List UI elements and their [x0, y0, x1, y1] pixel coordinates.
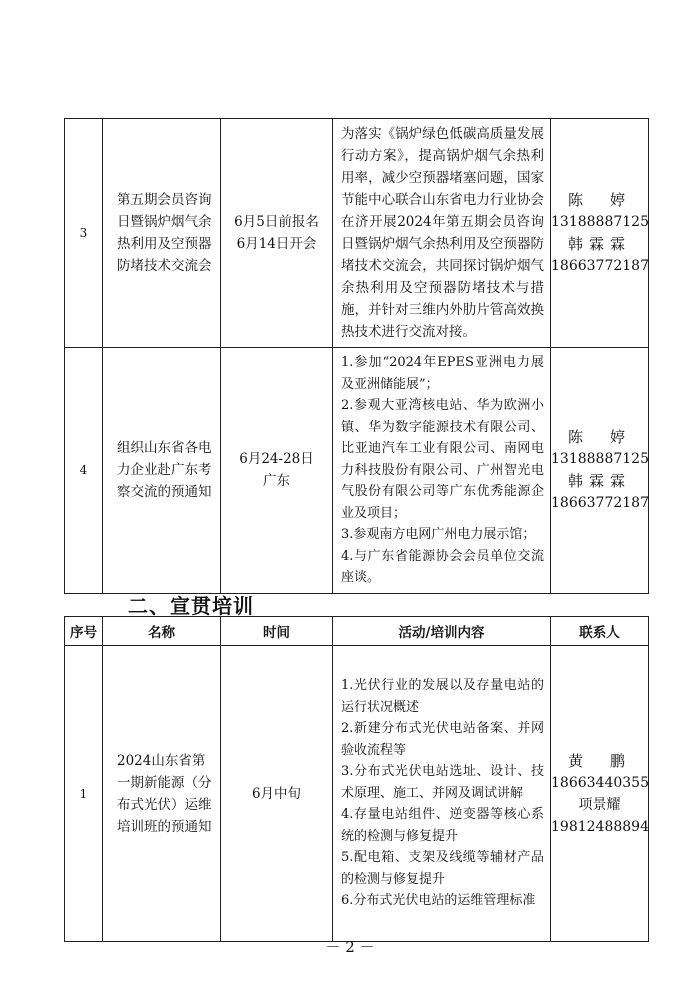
- contact-name: 黄 鹏: [567, 751, 631, 770]
- activity-item: 3.分布式光伏电站选址、设计、技术原理、施工、并网及调试讲解: [341, 764, 544, 801]
- section-title: 二、宣贯培训: [128, 594, 254, 618]
- activity-item: 2.参观大亚湾核电站、华为欧洲小镇、华为数字能源技术有限公司、比亚迪汽车工业有限公司、南网电力科技股份有限公司、广州智光电气股份有限公司等广东优秀能源企业及项目；: [341, 398, 544, 521]
- table-row: [65, 646, 649, 942]
- activity-item: 1.参加“2024年EPES亚洲电力展及亚洲储能展”；: [341, 355, 544, 392]
- row-time: [221, 119, 333, 348]
- row-seq: 3: [65, 119, 103, 348]
- row-activity: 为落实《锅炉绿色低碳高质量发展行动方案》，提高锅炉烟气余热利用率，减少空预器堵塞问题，国家节能中心联合山东省电力行业协会在济开展2024年第五期会员咨询日暨锅炉烟气余热利用及空预器防堵技术交流会，共同探讨锅炉烟气余热利用及空预器防堵技术与措施，并针对三维内外肋片管高效换热技术进行交流对接。: [333, 119, 551, 348]
- row-time-line: 6月5日前报名: [234, 214, 319, 230]
- row-time: [221, 348, 333, 594]
- row-activity: [333, 646, 551, 942]
- header-time: 时间: [221, 617, 333, 646]
- row-contacts: [551, 646, 649, 942]
- contact-name: 韩霖霖: [567, 472, 631, 491]
- row-name: 组织山东省各电力企业赴广东考察交流的预通知: [103, 348, 221, 594]
- activity-item: 6.分布式光伏电站的运维管理标准: [341, 893, 536, 909]
- row-contacts: [551, 119, 649, 348]
- contact-phone: 13188887125: [551, 451, 649, 468]
- activity-item: 3.参观南方电网广州电力展示馆；: [341, 527, 536, 542]
- header-name: 名称: [103, 617, 221, 646]
- header-contact: 联系人: [551, 617, 649, 646]
- contact-phone: 13188887125: [551, 214, 649, 230]
- row-time-line: 6月24-28日: [239, 451, 314, 468]
- activity-table-continued: [64, 118, 649, 594]
- row-seq: 1: [65, 646, 103, 942]
- header-activity: 活动/培训内容: [333, 617, 551, 646]
- page-number: － 2 －: [325, 938, 375, 956]
- activity-item: 4.存量电站组件、逆变器等核心系统的检测与修复提升: [341, 807, 544, 844]
- contact-phone: 19812488894: [551, 818, 649, 835]
- contact-name: 陈 婷: [567, 428, 631, 447]
- contact-phone: 18663772187: [551, 258, 649, 274]
- table-row: [65, 119, 649, 348]
- activity-item: 2.新建分布式光伏电站备案、并网验收流程等: [341, 721, 544, 758]
- activity-item: 1.光伏行业的发展以及存量电站的运行状况概述: [341, 678, 544, 715]
- training-table: [64, 616, 649, 942]
- activity-item: 5.配电箱、支架及线缆等辅材产品的检测与修复提升: [341, 850, 544, 887]
- table-row: [65, 348, 649, 594]
- activity-item: 4.与广东省能源协会会员单位交流座谈。: [341, 548, 544, 585]
- row-time-line: 6月14日开会: [236, 236, 317, 252]
- row-activity: [333, 348, 551, 594]
- contact-name: 项景耀: [578, 796, 621, 813]
- row-contacts: [551, 348, 649, 594]
- row-time-line: 广东: [263, 473, 290, 490]
- row-name: 第五期会员咨询日暨锅炉烟气余热利用及空预器防堵技术交流会: [103, 119, 221, 348]
- row-seq: 4: [65, 348, 103, 594]
- contact-name: 陈 婷: [567, 191, 631, 209]
- table-header-row: [65, 617, 649, 646]
- header-seq: 序号: [65, 617, 103, 646]
- row-name: 2024山东省第一期新能源（分布式光伏）运维培训班的预通知: [103, 646, 221, 942]
- contact-phone: 18663440355: [551, 774, 649, 791]
- contact-phone: 18663772187: [551, 495, 649, 512]
- contact-name: 韩霖霖: [567, 235, 631, 253]
- row-time: 6月中旬: [221, 646, 333, 942]
